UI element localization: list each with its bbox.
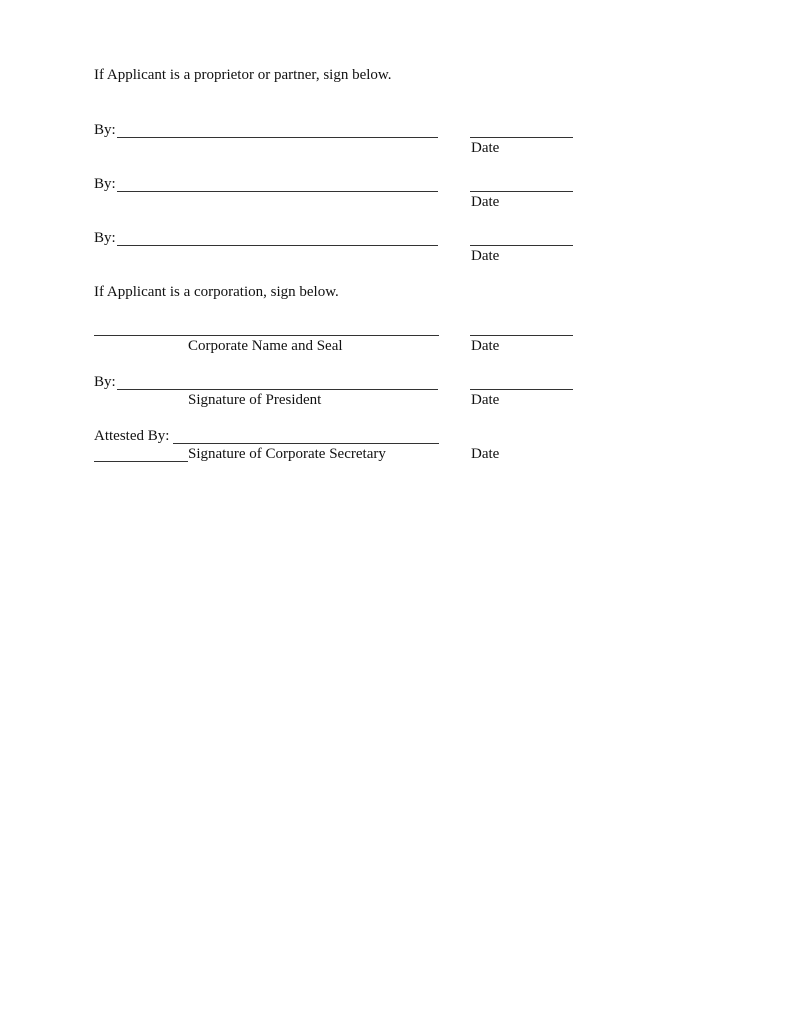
date-label-2: Date <box>471 194 500 210</box>
president-caption: Signature of President <box>188 392 322 408</box>
proprietor-heading: If Applicant is a proprietor or partner, sign below. <box>94 67 392 83</box>
secretary-date-label: Date <box>471 446 500 462</box>
by-label-3: By: <box>94 230 116 246</box>
attested-by-label: Attested By: <box>94 428 170 444</box>
by-label-1: By: <box>94 122 116 138</box>
corporation-heading: If Applicant is a corporation, sign below. <box>94 284 339 300</box>
president-date-field[interactable] <box>470 375 573 390</box>
corporate-name-caption: Corporate Name and Seal <box>188 338 343 354</box>
president-signature-field[interactable] <box>117 375 438 390</box>
secretary-signature-field[interactable] <box>173 429 439 444</box>
corporate-name-field[interactable] <box>94 321 439 336</box>
date-label-1: Date <box>471 140 500 156</box>
secretary-date-field[interactable] <box>94 447 188 462</box>
proprietor-date-field-2[interactable] <box>470 177 573 192</box>
proprietor-signature-field-2[interactable] <box>117 177 438 192</box>
president-by-label: By: <box>94 374 116 390</box>
proprietor-date-field-1[interactable] <box>470 123 573 138</box>
corporate-name-date-field[interactable] <box>470 321 573 336</box>
proprietor-date-field-3[interactable] <box>470 231 573 246</box>
proprietor-signature-field-3[interactable] <box>117 231 438 246</box>
proprietor-signature-field-1[interactable] <box>117 123 438 138</box>
date-label-3: Date <box>471 248 500 264</box>
secretary-caption: Signature of Corporate Secretary <box>188 446 386 462</box>
by-label-2: By: <box>94 176 116 192</box>
president-date-label: Date <box>471 392 500 408</box>
corporate-name-date-label: Date <box>471 338 500 354</box>
